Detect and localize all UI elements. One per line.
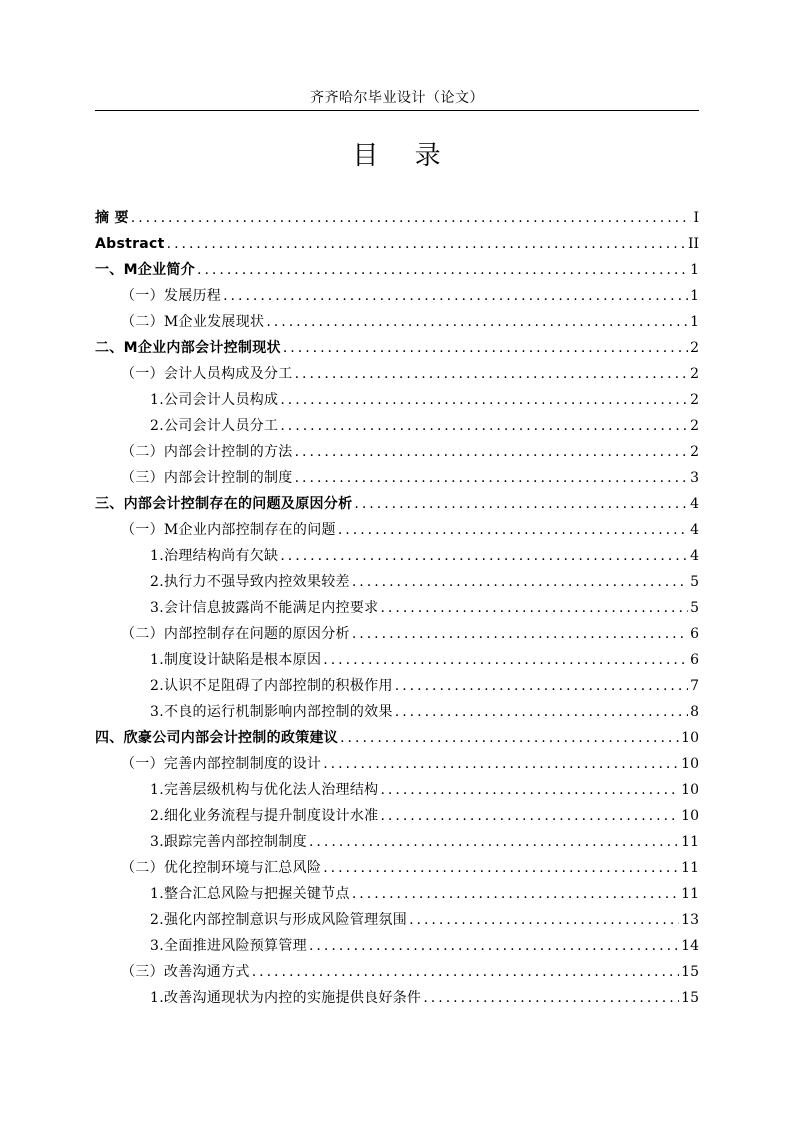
toc-entry-page-number: 4	[690, 496, 699, 512]
toc-entry-label: （二）内部会计控制的方法	[121, 444, 293, 460]
toc-entry-page-number: 1	[690, 314, 699, 330]
dot-leader	[323, 751, 679, 777]
toc-entry[interactable]	[95, 725, 699, 751]
toc-entry[interactable]	[95, 855, 699, 881]
toc-entry-label: 2.认识不足阻碍了内部控制的积极作用	[150, 678, 393, 694]
toc-entry-label: （一）会计人员构成及分工	[121, 366, 293, 382]
toc-entry-page-number: 15	[681, 990, 699, 1006]
dot-leader	[340, 725, 679, 751]
toc-entry-page-number: 15	[681, 964, 699, 980]
toc-entry[interactable]	[95, 985, 699, 1011]
dot-leader	[295, 465, 688, 491]
toc-entry-label: 1.完善层级机构与优化法人治理结构	[150, 782, 379, 798]
header-divider	[95, 110, 699, 111]
toc-entry[interactable]	[95, 387, 699, 413]
toc-entry-page-number: 11	[681, 834, 699, 850]
dot-leader	[280, 543, 688, 569]
dot-leader	[354, 491, 688, 517]
toc-entry[interactable]	[95, 751, 699, 777]
toc-entry-label: 1.治理结构尚有欠缺	[150, 548, 279, 564]
toc-entry[interactable]	[95, 621, 699, 647]
toc-entry-page-number: 5	[690, 600, 699, 616]
dot-leader	[223, 283, 688, 309]
dot-leader	[395, 673, 688, 699]
toc-entry-page-number: 4	[690, 548, 699, 564]
toc-entry-label: 2.细化业务流程与提升制度设计水准	[150, 808, 379, 824]
toc-entry[interactable]	[95, 283, 699, 309]
toc-entry-label: 1.改善沟通现状为内控的实施提供良好条件	[150, 990, 422, 1006]
page-title: 目 录	[352, 141, 455, 171]
toc-entry-page-number: 2	[690, 392, 699, 408]
dot-leader	[197, 257, 688, 283]
toc-entry-label: 四、欣豪公司内部会计控制的政策建议	[95, 730, 339, 746]
toc-entry-label: （二）内部控制存在问题的原因分析	[121, 626, 350, 642]
toc-entry-page-number: 3	[690, 470, 699, 486]
dot-leader	[352, 569, 688, 595]
toc-entry-page-number: 11	[681, 860, 699, 876]
dot-leader	[352, 881, 679, 907]
toc-entry[interactable]	[95, 465, 699, 491]
toc-entry[interactable]	[95, 881, 699, 907]
dot-leader	[380, 595, 688, 621]
toc-entry[interactable]	[95, 699, 699, 725]
dot-leader	[283, 335, 688, 361]
toc-entry[interactable]	[95, 309, 699, 335]
toc-entry-label: 1.公司会计人员构成	[150, 392, 279, 408]
toc-entry[interactable]	[95, 829, 699, 855]
toc-entry-label: 2.执行力不强导致内控效果较差	[150, 574, 350, 590]
dot-leader	[266, 309, 688, 335]
toc-entry-label: （三）改善沟通方式	[121, 964, 250, 980]
table-of-contents	[95, 205, 699, 1011]
toc-entry-page-number: 4	[690, 522, 699, 538]
toc-entry[interactable]	[95, 231, 699, 257]
toc-entry-page-number: 1	[690, 262, 699, 278]
toc-entry-page-number: I	[693, 210, 699, 226]
toc-entry-label: （二）M企业发展现状	[121, 314, 265, 330]
dot-leader	[352, 621, 688, 647]
toc-entry[interactable]	[95, 335, 699, 361]
dot-leader	[309, 829, 679, 855]
toc-entry-label: Abstract	[95, 236, 165, 252]
dot-leader	[338, 517, 688, 543]
toc-entry-page-number: 1	[690, 288, 699, 304]
toc-entry-page-number: 5	[690, 574, 699, 590]
toc-entry-label: 二、M企业内部会计控制现状	[95, 340, 281, 356]
toc-entry-page-number: 10	[681, 756, 699, 772]
toc-entry-page-number: 10	[681, 730, 699, 746]
toc-entry[interactable]	[95, 569, 699, 595]
toc-entry-page-number: 2	[690, 366, 699, 382]
running-header: 齐齐哈尔毕业设计（论文）	[310, 90, 484, 106]
dot-leader	[409, 907, 679, 933]
dot-leader	[380, 803, 679, 829]
dot-leader	[395, 699, 688, 725]
toc-entry-label: （二）优化控制环境与汇总风险	[121, 860, 322, 876]
toc-entry[interactable]	[95, 517, 699, 543]
toc-entry[interactable]	[95, 205, 699, 231]
toc-entry-label: 3.跟踪完善内部控制制度	[150, 834, 307, 850]
toc-entry-label: （一）M企业内部控制存在的问题	[121, 522, 336, 538]
toc-entry-label: 一、M企业简介	[95, 262, 196, 278]
toc-entry-label: 3.不良的运行机制影响内部控制的效果	[150, 704, 393, 720]
dot-leader	[295, 361, 688, 387]
toc-entry[interactable]	[95, 777, 699, 803]
toc-entry[interactable]	[95, 439, 699, 465]
toc-entry-page-number: 7	[690, 678, 699, 694]
toc-entry[interactable]	[95, 543, 699, 569]
toc-entry-label: 1.制度设计缺陷是根本原因	[150, 652, 322, 668]
dot-leader	[380, 777, 679, 803]
toc-entry-page-number: 2	[690, 444, 699, 460]
toc-entry-page-number: 2	[690, 340, 699, 356]
toc-entry-page-number: 8	[690, 704, 699, 720]
toc-entry-page-number: 13	[681, 912, 699, 928]
dot-leader	[423, 985, 679, 1011]
toc-entry[interactable]	[95, 933, 699, 959]
toc-entry[interactable]	[95, 413, 699, 439]
toc-entry-label: 1.整合汇总风险与把握关键节点	[150, 886, 350, 902]
dot-leader	[252, 959, 679, 985]
toc-entry-label: 3.全面推进风险预算管理	[150, 938, 307, 954]
toc-entry[interactable]	[95, 361, 699, 387]
toc-entry[interactable]	[95, 491, 699, 517]
toc-entry-page-number: 2	[690, 418, 699, 434]
toc-entry[interactable]	[95, 803, 699, 829]
toc-entry[interactable]	[95, 907, 699, 933]
dot-leader	[280, 413, 688, 439]
toc-entry-label: 三、内部会计控制存在的问题及原因分析	[95, 496, 353, 512]
toc-entry-page-number: 14	[681, 938, 699, 954]
dot-leader	[323, 647, 688, 673]
toc-entry[interactable]	[95, 647, 699, 673]
dot-leader	[309, 933, 679, 959]
toc-entry[interactable]	[95, 257, 699, 283]
toc-entry-page-number: 11	[681, 886, 699, 902]
dot-leader	[295, 439, 688, 465]
toc-entry-page-number: 10	[681, 808, 699, 824]
toc-entry-label: 2.公司会计人员分工	[150, 418, 279, 434]
toc-entry-label: （一）完善内部控制制度的设计	[121, 756, 322, 772]
toc-entry[interactable]	[95, 959, 699, 985]
toc-entry[interactable]	[95, 673, 699, 699]
toc-entry-label: （三）内部会计控制的制度	[121, 470, 293, 486]
dot-leader	[167, 231, 686, 257]
toc-entry-label: 2.强化内部控制意识与形成风险管理氛围	[150, 912, 408, 928]
toc-entry-page-number: 6	[690, 652, 699, 668]
toc-entry-page-number: 6	[690, 626, 699, 642]
toc-entry-page-number: 10	[681, 782, 699, 798]
toc-entry-label: 3.会计信息披露尚不能满足内控要求	[150, 600, 379, 616]
toc-entry-page-number: II	[687, 236, 699, 252]
dot-leader	[280, 387, 688, 413]
dot-leader	[131, 205, 692, 231]
toc-entry-label: 摘 要	[95, 210, 129, 226]
dot-leader	[323, 855, 679, 881]
toc-entry-label: （一）发展历程	[121, 288, 222, 304]
toc-entry[interactable]	[95, 595, 699, 621]
